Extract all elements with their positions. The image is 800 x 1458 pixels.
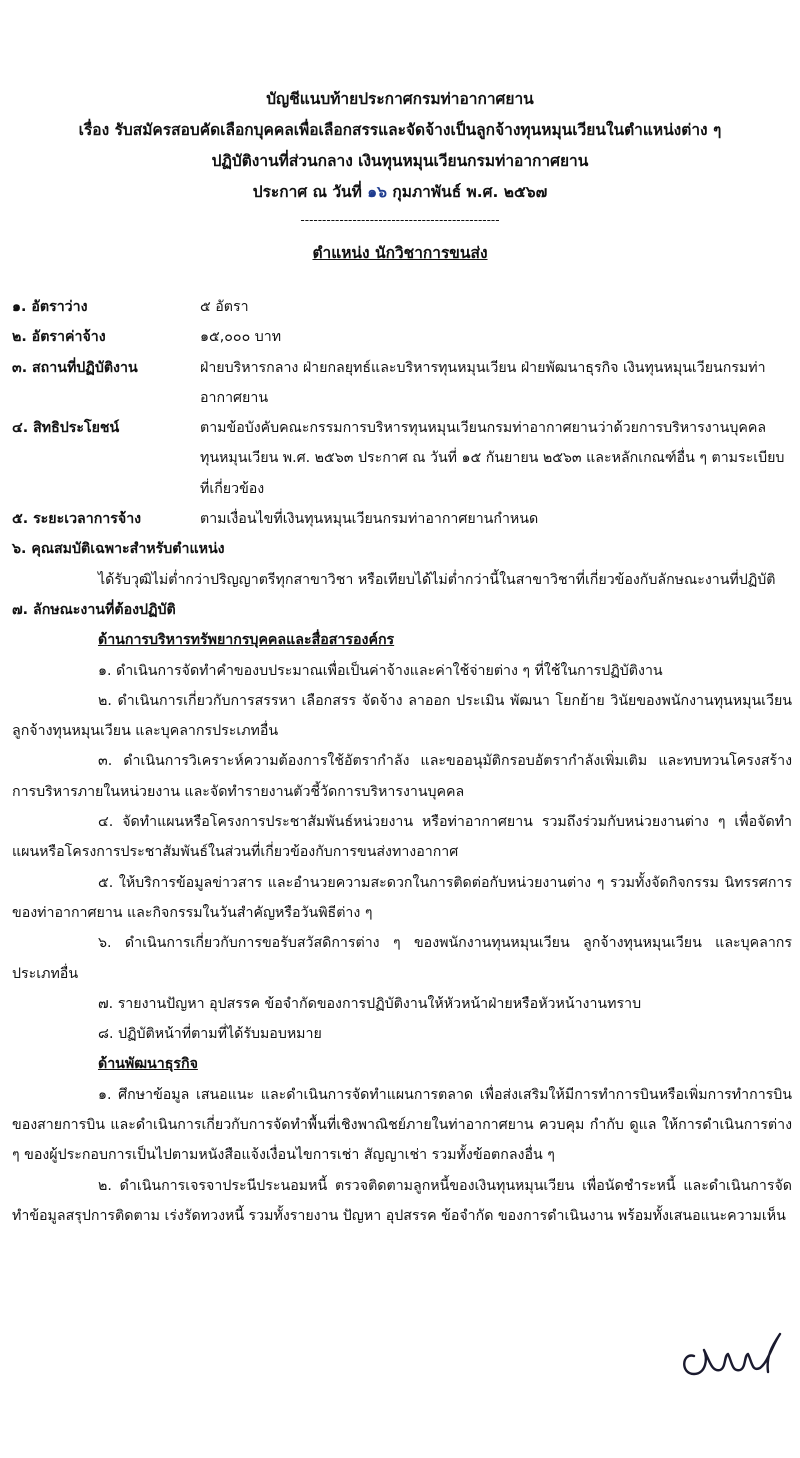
row-label: ๕. ระยะเวลาการจ้าง — [12, 511, 142, 528]
row-workplace — [12, 353, 792, 414]
row-value: ฝ่ายบริหารกลาง ฝ่ายกลยุทธ์และบริหารทุนหมุนเวียน ฝ่ายพัฒนาธุรกิจ เงินทุนหมุนเวียนกรมท่าอากาศยาน — [200, 359, 766, 406]
date-day: ๑๖ — [367, 183, 387, 201]
header-title: บัญชีแนบท้ายประกาศกรมท่าอากาศยาน — [266, 90, 534, 108]
header-date — [0, 177, 800, 208]
list-item: ๗. รายงานปัญหา อุปสรรค ข้อจำกัดของการปฏิบัติงานให้หัวหน้าฝ่ายหรือหัวหน้างานทราบ — [98, 995, 642, 1012]
hr-subsection-title: ด้านการบริหารทรัพยากรบุคคลและสื่อสารองค์กร — [98, 632, 395, 649]
row-benefits — [12, 413, 792, 504]
section-6-text: ได้รับวุฒิไม่ต่ำกว่าปริญญาตรีทุกสาขาวิชา หรือเทียบได้ไม่ต่ำกว่านี้ในสาขาวิชาที่เกี่ยวข้องกับลักษณะงานที่ปฏิบัติ — [98, 571, 776, 588]
row-value: ตามข้อบังคับคณะกรรมการบริหารทุนหมุนเวียนกรมท่าอากาศยานว่าด้วยการบริหารงานบุคคลทุนหมุนเวียน พ.ศ. ๒๕๖๓ ประกาศ ณ วันที่ ๑๕ กันยายน ๒๕๖๓ และหลักเกณฑ์อื่น ๆ ตามระเบียบที่เกี่ยวข้อง — [200, 420, 785, 497]
row-value: ตามเงื่อนไขที่เงินทุนหมุนเวียนกรมท่าอากาศยานกำหนด — [200, 511, 539, 528]
date-rest: กุมภาพันธ์ พ.ศ. ๒๕๖๗ — [392, 183, 548, 201]
list-item: ๑. ศึกษาข้อมูล เสนอแนะ และดำเนินการจัดทำแผนการตลาด เพื่อส่งเสริมให้มีการทำการบินหรือเพิ่มการทำการบินของสายการบิน และดำเนินการเกี่ยวกับการจัดทำพื้นที่เชิงพาณิชย์ภายในท่าอากาศยาน ควบคุม กำกับ ดูแล ให้การดำเนินการต่าง ๆ ของผู้ประกอบการเป็นไปตามหนังสือแจ้งเงื่อนไขการเช่า สัญญาเช่า รวมทั้งข้อตกลงอื่น ๆ — [12, 1086, 792, 1164]
list-item: ๖. ดำเนินการเกี่ยวกับการขอรับสวัสดิการต่าง ๆ ของพนักงานทุนหมุนเวียน ลูกจ้างทุนหมุนเวียน และบุคลากรประเภทอื่น — [12, 935, 792, 982]
section-6-title: ๖. คุณสมบัติเฉพาะสำหรับตำแหน่ง — [12, 541, 225, 558]
row-vacancy — [12, 292, 792, 322]
header-divider: ---------------------------------------------- — [300, 213, 500, 227]
row-value: ๕ อัตรา — [200, 299, 249, 315]
row-employment-period — [12, 504, 792, 534]
position-title: ตำแหน่ง นักวิชาการขนส่ง — [312, 244, 488, 262]
section-7-title: ๗. ลักษณะงานที่ต้องปฏิบัติ — [12, 601, 176, 618]
list-item: ๔. จัดทำแผนหรือโครงการประชาสัมพันธ์หน่วยงาน หรือท่าอากาศยาน รวมถึงร่วมกับหน่วยงานต่าง ๆ เพื่อจัดทำแผนหรือโครงการประชาสัมพันธ์ในส่วนที่เกี่ยวข้องกับการขนส่งทางอากาศ — [12, 814, 792, 861]
row-label: ๒. อัตราค่าจ้าง — [12, 329, 106, 346]
document-header — [0, 84, 800, 268]
list-item: ๒. ดำเนินการเจรจาประนีประนอมหนี้ ตรวจติดตามลูกหนี้ของเงินทุนหมุนเวียน เพื่อนัดชำระหนี้ และดำเนินการจัดทำข้อมูลสรุปการติดตาม เร่งรัดทวงหนี้ รวมทั้งรายงาน ปัญหา อุปสรรค ข้อจำกัด ของการดำเนินงาน พร้อมทั้งเสนอแนะความเห็น — [12, 1177, 792, 1224]
row-value: ๑๕,๐๐๐ บาท — [200, 329, 282, 346]
biz-subsection-title: ด้านพัฒนาธุรกิจ — [98, 1056, 198, 1073]
header-location: ปฏิบัติงานที่ส่วนกลาง เงินทุนหมุนเวียนกรมท่าอากาศยาน — [211, 152, 589, 170]
list-item: ๓. ดำเนินการวิเคราะห์ความต้องการใช้อัตรากำลัง และขออนุมัติกรอบอัตรากำลังเพิ่มเติม และทบทวนโครงสร้างการบริหารภายในหน่วยงาน และจัดทำรายงานตัวชี้วัดการบริหารงานบุคคล — [12, 753, 792, 800]
row-label: ๑. อัตราว่าง — [12, 299, 88, 315]
row-label: ๓. สถานที่ปฏิบัติงาน — [12, 359, 138, 376]
list-item: ๒. ดำเนินการเกี่ยวกับการสรรหา เลือกสรร จัดจ้าง ลาออก ประเมิน พัฒนา โยกย้าย วินัยของพนักงานทุนหมุนเวียน ลูกจ้างทุนหมุนเวียน และบุคลากรประเภทอื่น — [12, 692, 792, 740]
row-label: ๔. สิทธิประโยชน์ — [12, 420, 120, 437]
list-item: ๘. ปฏิบัติหน้าที่ตามที่ได้รับมอบหมาย — [98, 1026, 322, 1043]
date-prefix: ประกาศ ณ วันที่ — [252, 183, 362, 201]
signature-image — [676, 1316, 786, 1388]
header-subject: เรื่อง รับสมัครสอบคัดเลือกบุคคลเพื่อเลือกสรรและจัดจ้างเป็นลูกจ้างทุนหมุนเวียนในตำแหน่งต่าง ๆ — [78, 121, 722, 139]
row-salary — [12, 322, 792, 352]
document-body — [12, 292, 792, 1231]
list-item: ๕. ให้บริการข้อมูลข่าวสาร และอำนวยความสะดวกในการติดต่อกับหน่วยงานต่าง ๆ รวมทั้งจัดกิจกรรม นิทรรศการของท่าอากาศยาน และกิจกรรมในวันสำคัญหรือวันพิธีต่าง ๆ — [12, 874, 792, 921]
list-item: ๑. ดำเนินการจัดทำคำของบประมาณเพื่อเป็นค่าจ้างและค่าใช้จ่ายต่าง ๆ ที่ใช้ในการปฏิบัติงาน — [98, 662, 663, 679]
